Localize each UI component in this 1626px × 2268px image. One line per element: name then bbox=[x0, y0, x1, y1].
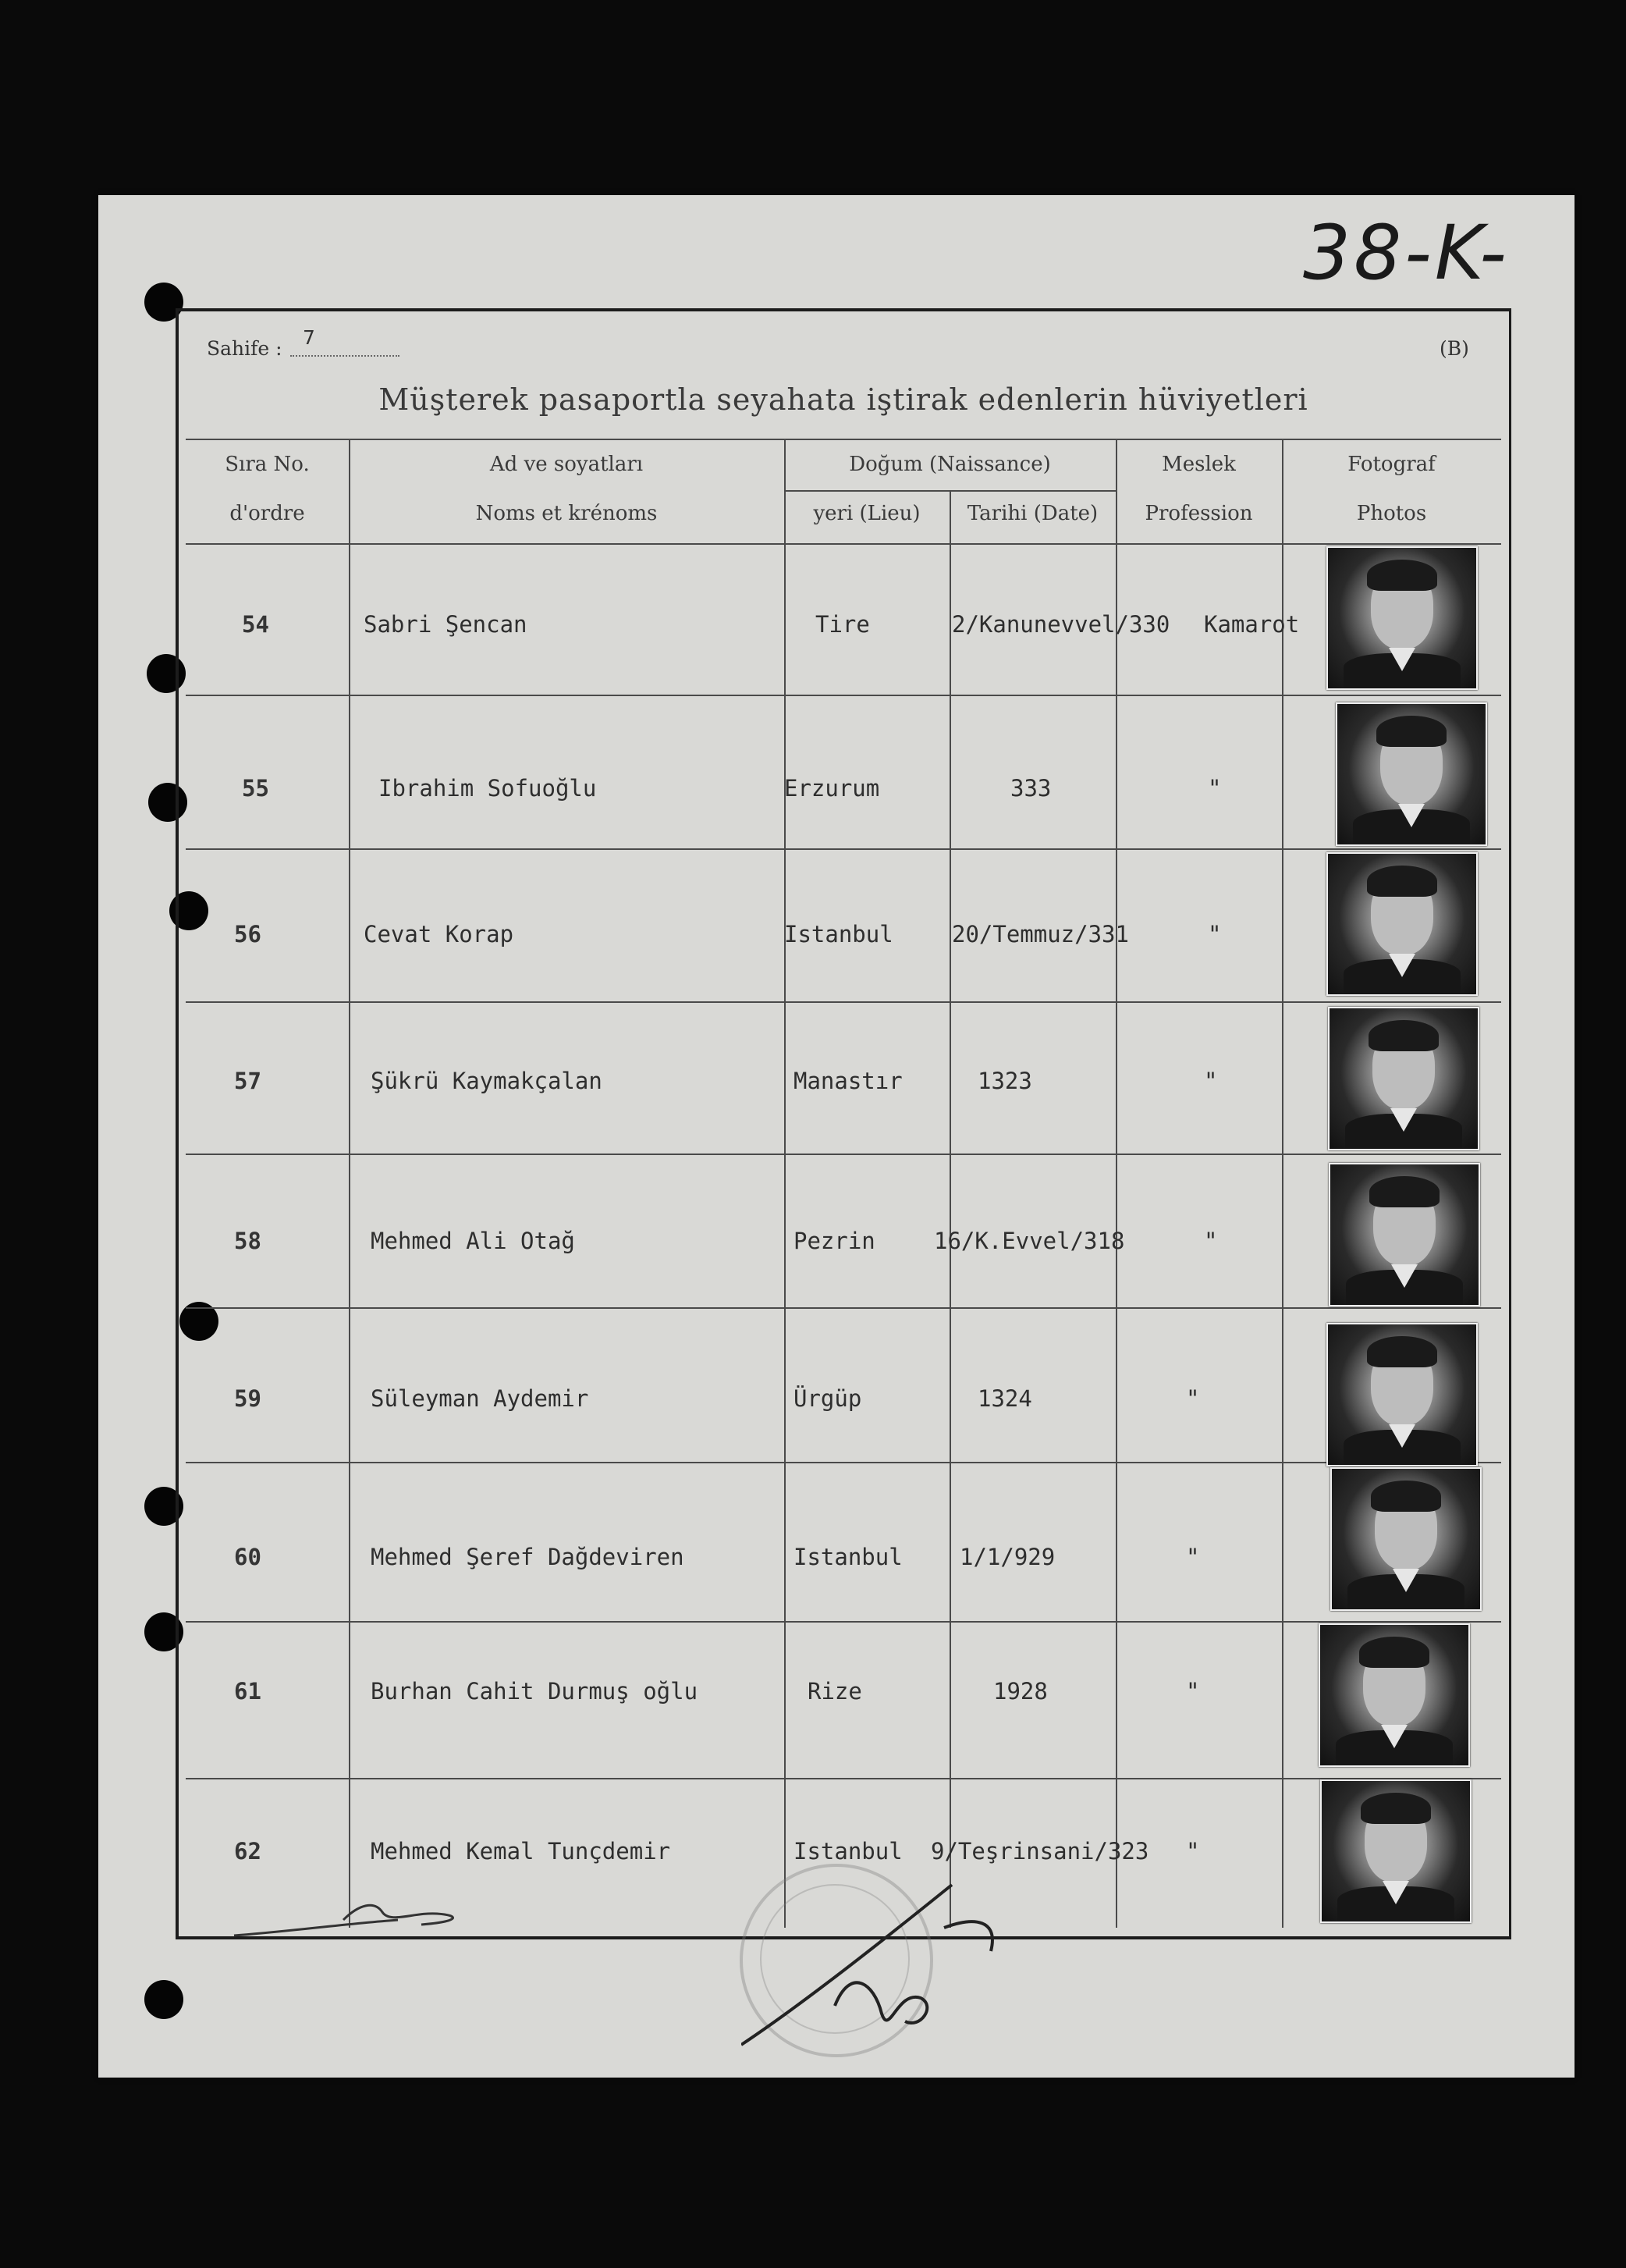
row-rule bbox=[186, 1001, 1501, 1003]
row-rule bbox=[186, 1621, 1501, 1623]
row-name: Şükrü Kaymakçalan bbox=[371, 1068, 602, 1094]
portrait-photo bbox=[1329, 1163, 1480, 1306]
binder-hole bbox=[144, 1980, 183, 2019]
row-profession: " bbox=[1208, 775, 1222, 802]
page-label: Sahife : bbox=[207, 337, 282, 360]
header-dogum: Doğum (Naissance) bbox=[849, 453, 1051, 476]
row-number: 55 bbox=[242, 775, 269, 802]
header-foto-fr: Photos bbox=[1356, 502, 1427, 525]
row-profession: " bbox=[1204, 1068, 1218, 1094]
row-name: Süleyman Aydemir bbox=[371, 1385, 589, 1412]
row-name: Sabri Şencan bbox=[364, 611, 527, 638]
row-rule bbox=[186, 1778, 1501, 1779]
header-sira-tr: Sıra No. bbox=[225, 453, 310, 476]
row-rule bbox=[186, 1154, 1501, 1155]
row-birth-place: Istanbul bbox=[793, 1544, 903, 1570]
row-name: Cevat Korap bbox=[364, 921, 514, 947]
page-number-dotted-line bbox=[290, 355, 399, 357]
portrait-photo bbox=[1326, 1323, 1478, 1466]
row-rule bbox=[186, 1307, 1501, 1309]
row-profession: " bbox=[1186, 1544, 1200, 1570]
row-number: 59 bbox=[234, 1385, 261, 1412]
header-meslek-tr: Meslek bbox=[1162, 453, 1236, 476]
page-number: 7 bbox=[303, 326, 315, 349]
header-sira-fr: d'ordre bbox=[229, 502, 305, 525]
row-profession: " bbox=[1186, 1678, 1200, 1705]
row-number: 62 bbox=[234, 1838, 261, 1865]
header-meslek-fr: Profession bbox=[1145, 502, 1253, 525]
row-number: 57 bbox=[234, 1068, 261, 1094]
column-divider bbox=[349, 439, 350, 1928]
header-tarihi: Tarihi (Date) bbox=[967, 502, 1099, 525]
row-profession: " bbox=[1186, 1838, 1200, 1865]
row-birth-place: Ürgüp bbox=[793, 1385, 862, 1412]
signature-right bbox=[741, 1873, 1022, 2068]
header-yeri: yeri (Lieu) bbox=[813, 502, 921, 525]
header-top-rule bbox=[186, 439, 1501, 440]
signature-left bbox=[226, 1889, 476, 1943]
row-name: Mehmed Kemal Tunçdemir bbox=[371, 1838, 671, 1865]
row-birth-place: Tire bbox=[815, 611, 870, 638]
row-birth-place: Rize bbox=[808, 1678, 862, 1705]
portrait-photo bbox=[1319, 1623, 1470, 1767]
portrait-photo bbox=[1336, 702, 1487, 846]
row-birth-date: 20/Temmuz/331 bbox=[952, 921, 1129, 947]
row-birth-date: 1323 bbox=[978, 1068, 1032, 1094]
portrait-photo bbox=[1320, 1779, 1472, 1923]
row-birth-place: Pezrin bbox=[793, 1228, 875, 1254]
portrait-photo bbox=[1326, 852, 1478, 996]
row-birth-date: 16/K.Evvel/318 bbox=[934, 1228, 1125, 1254]
column-divider bbox=[1116, 439, 1117, 1928]
row-birth-place: Istanbul bbox=[793, 1838, 903, 1865]
handwritten-reference: 38-K- bbox=[1303, 209, 1510, 297]
row-number: 58 bbox=[234, 1228, 261, 1254]
row-rule bbox=[186, 848, 1501, 850]
portrait-photo bbox=[1330, 1467, 1482, 1611]
row-rule bbox=[186, 695, 1501, 696]
column-divider bbox=[950, 490, 951, 1928]
portrait-photo bbox=[1328, 1007, 1479, 1150]
row-profession: " bbox=[1204, 1228, 1218, 1254]
row-number: 56 bbox=[234, 921, 261, 947]
row-birth-place: Manastır bbox=[793, 1068, 903, 1094]
row-name: Ibrahim Sofuoğlu bbox=[378, 775, 597, 802]
row-birth-date: 1324 bbox=[978, 1385, 1032, 1412]
header-bottom-rule bbox=[186, 543, 1501, 545]
header-ad-tr: Ad ve soyatları bbox=[489, 453, 644, 476]
row-birth-date: 333 bbox=[1010, 775, 1052, 802]
row-number: 60 bbox=[234, 1544, 261, 1570]
row-profession: " bbox=[1208, 921, 1222, 947]
row-birth-place: Istanbul bbox=[784, 921, 893, 947]
header-foto-tr: Fotograf bbox=[1347, 453, 1436, 476]
row-number: 54 bbox=[242, 611, 269, 638]
column-divider bbox=[1282, 439, 1283, 1928]
row-profession: Kamarot bbox=[1204, 611, 1300, 638]
row-name: Mehmed Şeref Dağdeviren bbox=[371, 1544, 684, 1570]
row-name: Mehmed Ali Otağ bbox=[371, 1228, 575, 1254]
row-number: 61 bbox=[234, 1678, 261, 1705]
column-divider bbox=[784, 439, 786, 1928]
form-title: Müşterek pasaportla seyahata iştirak edenlerin hüviyetleri bbox=[378, 382, 1308, 417]
row-birth-date: 1928 bbox=[993, 1678, 1048, 1705]
portrait-photo bbox=[1326, 546, 1478, 690]
row-name: Burhan Cahit Durmuş oğlu bbox=[371, 1678, 698, 1705]
row-birth-date: 1/1/929 bbox=[960, 1544, 1056, 1570]
row-birth-date: 9/Teşrinsani/323 bbox=[931, 1838, 1149, 1865]
row-birth-place: Erzurum bbox=[784, 775, 880, 802]
form-variant-mark: (B) bbox=[1440, 337, 1469, 360]
row-profession: " bbox=[1186, 1385, 1200, 1412]
row-rule bbox=[186, 1462, 1501, 1463]
row-birth-date: 2/Kanunevvel/330 bbox=[952, 611, 1170, 638]
header-ad-fr: Noms et krénoms bbox=[475, 502, 658, 525]
